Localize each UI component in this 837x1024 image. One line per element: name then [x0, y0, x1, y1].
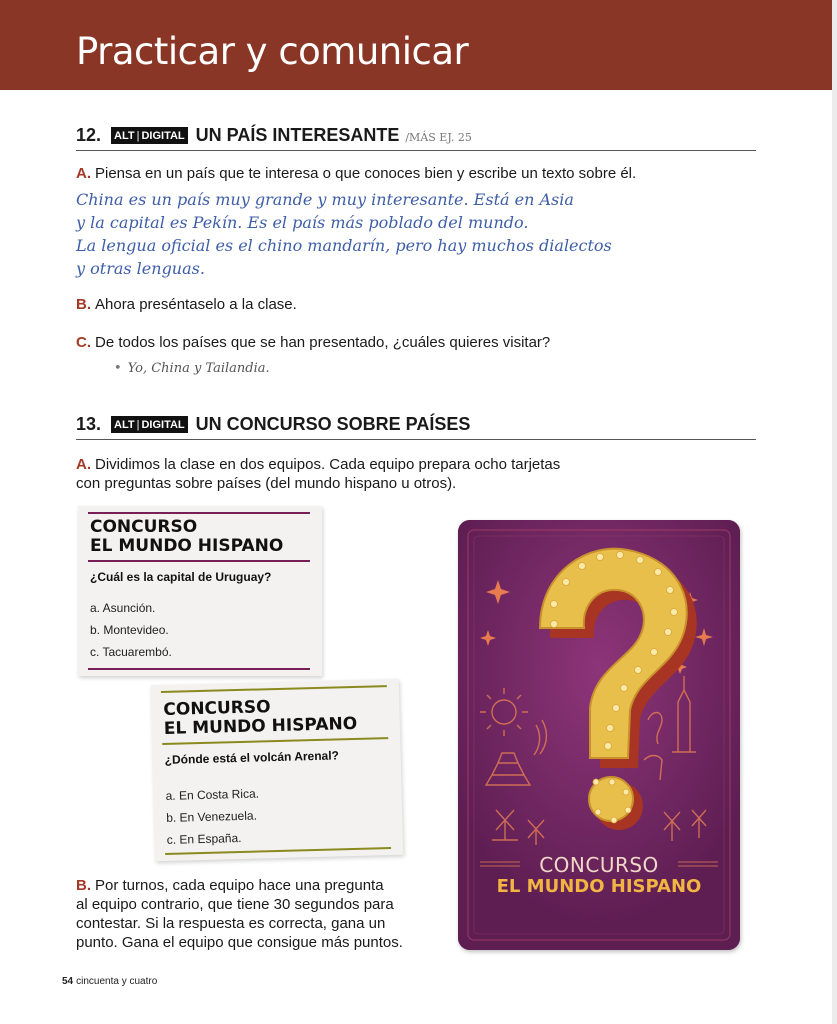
quiz-card-uruguay: [78, 506, 322, 676]
page-footer: [62, 976, 157, 987]
card-bottom-rule: [165, 847, 391, 855]
handwriting-line: La lengua oficial es el chino mandarín, pero hay muchos dialectos: [76, 236, 612, 255]
card-title-line: CONCURSO: [163, 697, 271, 720]
instruction-13a: [76, 455, 736, 493]
card-option: b. Montevideo.: [90, 623, 169, 637]
handwritten-answer: [76, 188, 636, 280]
card-option: a. En Costa Rica.: [165, 786, 260, 803]
card-title: [163, 696, 357, 739]
example-answer: [114, 361, 270, 376]
page-number: 54: [62, 976, 74, 987]
section-12-heading: [76, 118, 756, 151]
instruction-letter: A.: [76, 165, 91, 182]
badge-alt: ALT: [114, 129, 135, 142]
handwriting-line: y la capital es Pekín. Es el país más poblado del mundo.: [76, 213, 529, 232]
instruction-text: al equipo contrario, que tiene 30 segundos para: [76, 896, 394, 913]
instruction-13b: [76, 876, 446, 952]
badge-separator: |: [136, 129, 140, 142]
quiz-card-arenal: [151, 679, 404, 861]
section-number: 12.: [76, 125, 102, 145]
badge-digital: DIGITAL: [141, 418, 185, 431]
badge-digital: DIGITAL: [141, 129, 185, 142]
section-title: UN CONCURSO SOBRE PAÍSES: [195, 414, 471, 434]
card-mid-rule: [162, 737, 388, 745]
poster-title-top: CONCURSO: [539, 853, 659, 877]
instruction-text: Dividimos la clase en dos equipos. Cada equipo prepara ocho tarjetas: [95, 456, 561, 473]
page-header: [0, 0, 832, 90]
card-question: ¿Dónde está el volcán Arenal?: [164, 748, 340, 767]
instruction-text: Por turnos, cada equipo hace una pregunta: [95, 877, 384, 894]
instruction-text: Ahora preséntaselo a la clase.: [95, 296, 297, 313]
card-option: a. Asunción.: [90, 601, 156, 615]
instruction-letter: B.: [76, 877, 91, 894]
instruction-letter: B.: [76, 296, 91, 313]
exercise-reference: /MÁS EJ. 25: [405, 131, 472, 144]
card-mid-rule: [88, 560, 310, 562]
card-bottom-rule: [88, 668, 310, 670]
card-option: c. En España.: [166, 830, 242, 847]
card-title-line: EL MUNDO HISPANO: [163, 713, 358, 739]
card-option: b. En Venezuela.: [166, 808, 258, 825]
instruction-text: punto. Gana el equipo que consigue más puntos.: [76, 934, 403, 951]
card-top-rule: [161, 685, 387, 693]
alt-digital-badge[interactable]: [111, 416, 188, 433]
instruction-text: De todos los países que se han presentado, ¿cuáles quieres visitar?: [95, 334, 551, 351]
page-edge: [832, 0, 837, 1024]
card-option: c. Tacuarembó.: [90, 645, 172, 659]
badge-alt: ALT: [114, 418, 135, 431]
handwriting-line: China es un país muy grande y muy interesante. Está en Asia: [76, 190, 574, 209]
instruction-12c: [76, 333, 736, 352]
instruction-text: Piensa en un país que te interesa o que conoces bien y escribe un texto sobre él.: [95, 165, 637, 182]
poster-title-bottom: EL MUNDO HISPANO: [496, 876, 702, 897]
section-13-heading: [76, 407, 756, 440]
badge-separator: |: [136, 418, 140, 431]
bullet-icon: •: [114, 361, 122, 376]
card-question: ¿Cuál es la capital de Uruguay?: [90, 570, 272, 584]
section-number: 13.: [76, 414, 102, 434]
card-title: [90, 518, 283, 556]
card-title-line: CONCURSO: [90, 517, 198, 537]
instruction-12b: [76, 295, 736, 314]
instruction-text: contestar. Si la respuesta es correcta, gana un: [76, 915, 386, 932]
card-title-line: EL MUNDO HISPANO: [90, 536, 284, 556]
contest-poster: [458, 520, 740, 950]
instruction-12a: [76, 164, 736, 183]
page-number-words: cincuenta y cuatro: [76, 976, 158, 987]
card-top-rule: [88, 512, 310, 514]
instruction-letter: A.: [76, 456, 91, 473]
example-text: Yo, China y Tailandia.: [127, 361, 270, 376]
instruction-letter: C.: [76, 334, 91, 351]
handwriting-line: y otras lenguas.: [76, 259, 205, 278]
instruction-text: con preguntas sobre países (del mundo hispano u otros).: [76, 475, 457, 492]
alt-digital-badge[interactable]: [111, 127, 188, 144]
section-title: UN PAÍS INTERESANTE: [195, 125, 400, 145]
page-title: Practicar y comunicar: [76, 30, 469, 73]
